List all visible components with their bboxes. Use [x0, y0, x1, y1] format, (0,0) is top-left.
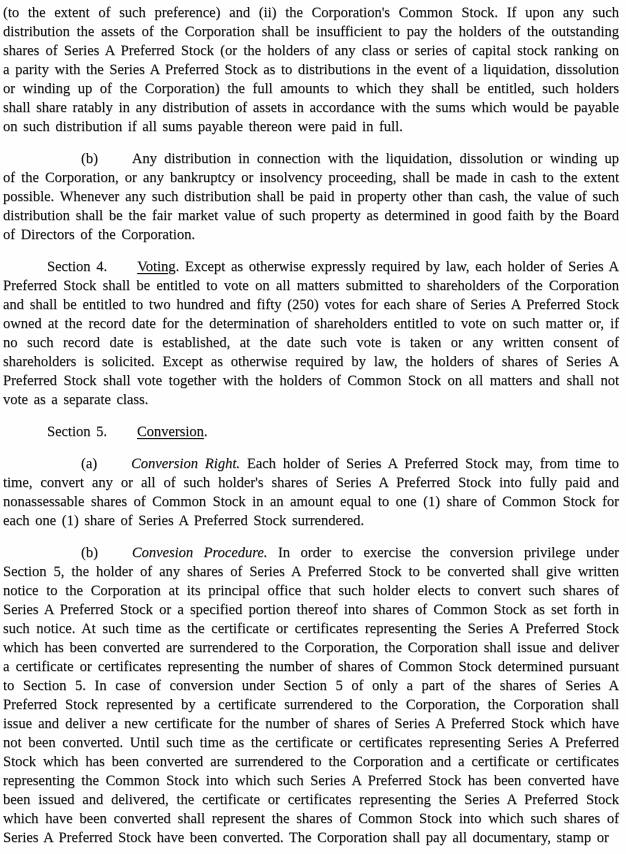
- item-label-b2: (b): [81, 545, 98, 561]
- distribution-cash-paragraph-b: [3, 150, 619, 245]
- conversion-procedure-body-text: In order to exercise the conversion privilege under Section 5, the holder of any shares of Series A Preferred Stock to be converted shall give written notice to the Corporation at its principal office that such holder elects to convert such shares of Series A Preferred Stock or a specified portion thereof into shares of Common Stock as set forth in such notice. At such time as the certificate or certificates representing the Series A Preferred Stock which has been converted are surrendered to the Corporation, the Corporation shall issue and deliver a certificate or certificates representing the number of shares of Common Stock determined pursuant to Section 5. In case of conversion under Section 5 of only a part of the shares of Series A Preferred Stock represented by a certificate surrendered to the Corporation, the Corporation shall issue and deliver a new certificate for the number of shares of Series A Preferred Stock which have not been converted. Until such time as the certificate or certificates representing Series A Preferred Stock which has been converted are surrendered to the Corporation and a certificate or certificates representing the Common Stock into which such Series A Preferred Stock has been converted have been issued and delivered, the certificate or certificates representing the Series A Preferred Stock which have been converted shall represent the shares of Common Stock into which such shares of Series A Preferred Stock have been converted. The Corporation shall pay all documentary, stamp or: [3, 545, 619, 846]
- section-4-heading-voting: Voting: [137, 259, 176, 275]
- item-label-a: (a): [81, 456, 98, 472]
- section-5-heading-period: .: [203, 424, 208, 440]
- continuation-paragraph: [3, 4, 619, 137]
- section-5-conversion-heading: [3, 423, 619, 442]
- distribution-cash-paragraph-text: Any distribution in connection with the liquidation, dissolution or winding up of the Corporation, or any bankruptcy or insolvency proceeding, shall be made in cash to the extent possible. Whenever any such distribution shall be paid in property other than cash, the value of such distribution shall be the fair market value of such property as determined in good faith by the Board of Directors of the Corporation.: [3, 151, 619, 243]
- item-label-b: (b): [81, 151, 98, 167]
- continuation-paragraph-text: (to the extent of such preference) and (ii) the Corporation's Common Stock. If upon any such distribution the assets of the Corporation shall be insufficient to pay the holders of the outstanding shares of Series A Preferred Stock (or the holders of any class or series of capital stock ranking on a parity with the Series A Preferred Stock as to distributions in the event of a liquidation, dissolution or winding up of the Corporation) the full amounts to which they shall be entitled, such holders shall share ratably in any distribution of assets in accordance with the sums which would be payable on such distribution if all sums payable thereon were paid in full.: [3, 5, 619, 135]
- section-4-body-text: . Except as otherwise expressly required by law, each holder of Series A Preferred Stock shall be entitled to vote on all matters submitted to shareholders of the Corporation and shall be entitled to two hundred and fifty (250) votes for each share of Series A Preferred Stock owned at the record date for the determination of shareholders entitled to vote on such matter or, if no such record date is established, at the date such vote is taken or any written consent of shareholders is solicited. Except as otherwise required by law, the holders of shares of Series A Preferred Stock shall vote together with the holders of Common Stock on all matters and shall not vote as a separate class.: [3, 259, 620, 408]
- section-5-label: Section 5.: [47, 424, 107, 440]
- conversion-right-title: Conversion Right.: [131, 456, 240, 472]
- conversion-right-paragraph-a: [3, 455, 619, 531]
- section-4-label: Section 4.: [47, 259, 108, 275]
- conversion-procedure-paragraph-b: [3, 544, 619, 848]
- section-4-voting-paragraph: [3, 258, 619, 410]
- conversion-procedure-title: Convesion Procedure.: [131, 545, 268, 561]
- section-5-heading-conversion: Conversion: [137, 424, 204, 440]
- conversion-right-body-text: Each holder of Series A Preferred Stock may, from time to time, convert any or all of such holder's shares of Series A Preferred Stock into fully paid and nonassessable shares of Common Stock in an amount equal to one (1) share of Common Stock for each one (1) share of Series A Preferred Stock surrendered.: [3, 456, 619, 529]
